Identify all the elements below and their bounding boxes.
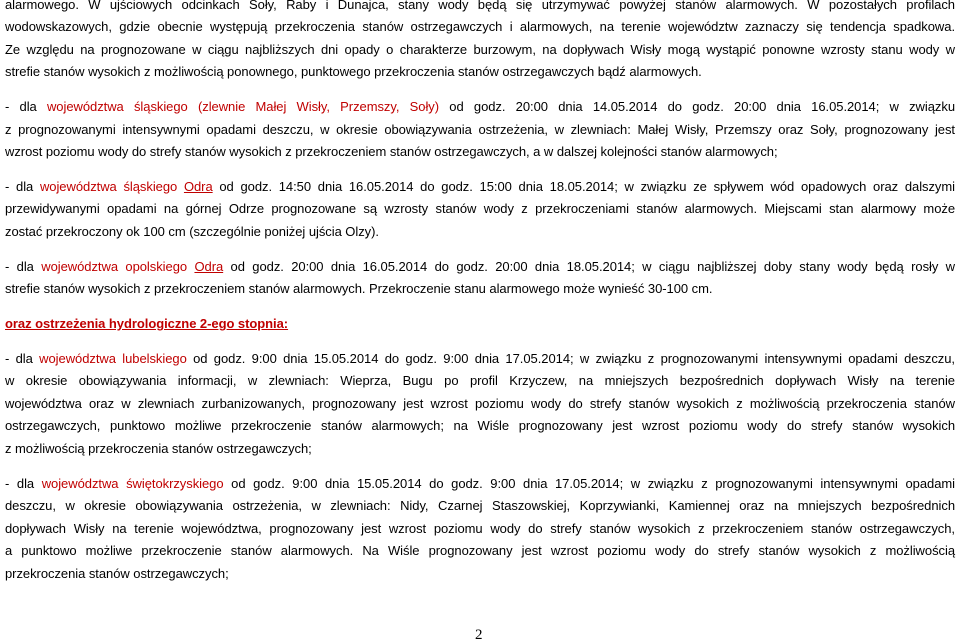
text-line: województwa oraz w zlewniach zurbanizowanych, prognozowany jest wzrost poziomu wody do strefy stanów wysokich z możliwością przekroczenia stanów [5, 396, 955, 411]
river-name: Odra [194, 259, 224, 274]
space [177, 179, 184, 194]
text-line: alarmowego. W ujściowych odcinkach Soły, Raby i Dunajca, stany wody będą się utrzymywać powyżej stanów alarmowych. W pozostałych profilach [5, 0, 955, 12]
text-line: w okresie obowiązywania informacji, w zlewniach: Wieprza, Bugu po profil Krzyczew, na mniejszych bezpośrednich dopływach Wisły na terenie [5, 373, 955, 388]
warning-period: od godz. 20:00 dnia 14.05.2014 do godz. 20:00 dnia 16.05.2014; w związku [439, 99, 955, 114]
warning-period: od godz. 9:00 dnia 15.05.2014 do godz. 9:00 dnia 17.05.2014; w związku z prognozowanymi intensywnymi opadami deszczu, [186, 351, 955, 366]
region-name: województwa lubelskiego [39, 351, 187, 366]
text-line: Ze względu na prognozowane w ciągu najbliższych dni opady o charakterze burzowym, na dopływach Wisły mogą wystąpić ponowne wzrosty stanu wody w [5, 42, 955, 57]
text-line: z prognozowanymi intensywnymi opadami deszczu, w okresie obowiązywania ostrzeżenia, w zlewniach: Małej Wisły, Przemszy oraz Soły, prognozowany jest [5, 122, 955, 137]
text-line: a punktowo możliwe przekroczenie stanów alarmowych. Na Wiśle prognozowany jest wzrost poziomu wody do strefy stanów wysokich z możliwością [5, 543, 955, 558]
text-line: zostać przekroczony ok 100 cm (szczególnie poniżej ujścia Olzy). [5, 224, 379, 239]
region-name: województwa opolskiego [41, 259, 188, 274]
dash-prefix: - dla [5, 179, 40, 194]
text-line: wodowskazowych, gdzie obecnie występują przekroczenia stanów ostrzegawczych i alarmowych, na terenie województw zaznaczy się tendencja spadkowa. [5, 19, 955, 34]
region-name: województwa śląskiego (zlewnie Małej Wisły, Przemszy, Soły) [46, 99, 440, 114]
warning-item-line [5, 476, 955, 492]
river-name: Odra [183, 179, 213, 194]
page-number: 2 [475, 627, 483, 643]
warning-item-line [5, 99, 955, 115]
text-line: ostrzegawczych, punktowo możliwe przekroczenie stanów alarmowych; na Wiśle prognozowany jest wzrost poziomu wody do strefy stanów wysokich [5, 418, 955, 433]
dash-prefix: - dla [5, 351, 40, 366]
warning-period: od godz. 9:00 dnia 15.05.2014 do godz. 9:00 dnia 17.05.2014; w związku z prognozowanymi intensywnymi opadami [223, 476, 955, 491]
text-line: deszczu, w okresie obowiązywania ostrzeżenia, w zlewniach: Nidy, Czarnej Staszowskiej, Koprzywianki, Kamiennej oraz na mniejszych bezpośrednich [5, 498, 955, 513]
text-line: strefie stanów wysokich z przekroczeniem stanów alarmowych. Przekroczenie stanu alarmowego może wynieść 30-100 cm. [5, 281, 713, 296]
warning-period: od godz. 14:50 dnia 16.05.2014 do godz. 15:00 dnia 18.05.2014; w związku ze spływem wód opadowych oraz dalszymi [212, 179, 955, 194]
region-name: województwa świętokrzyskiego [41, 476, 224, 491]
text-line: przewidywanymi opadami na górnej Odrze prognozowane są wzrosty stanów wody z przekroczeniami stanów alarmowych. Miejscami stan alarmowy może [5, 201, 955, 216]
text-line: przekroczenia stanów ostrzegawczych; [5, 566, 229, 581]
text-line: strefie stanów wysokich z możliwością ponownego, punktowego przekroczenia stanów ostrzegawczych bądź alarmowych. [5, 64, 702, 79]
warning-item-line [5, 179, 955, 195]
dash-prefix: - dla [5, 476, 42, 491]
text-line: dopływach Wisły na terenie województwa, prognozowany jest wzrost poziomu wody do strefy stanów wysokich z przekroczeniem stanów ostrzegawczych, [5, 521, 955, 536]
text-line: wzrost poziomu wody do strefy stanów wysokich z przekroczeniem stanów ostrzegawczych, a w dalszej kolejności stanów alarmowych; [5, 144, 778, 159]
dash-prefix: - dla [5, 259, 42, 274]
warning-item-line [5, 259, 955, 275]
region-name: województwa śląskiego [39, 179, 178, 194]
dash-prefix: - dla [5, 99, 47, 114]
text-line: z możliwością przekroczenia stanów ostrzegawczych; [5, 441, 312, 456]
warning-item-line [5, 351, 955, 367]
section-heading: oraz ostrzeżenia hydrologiczne 2-ego stopnia: [5, 316, 289, 331]
warning-period: od godz. 20:00 dnia 16.05.2014 do godz. 20:00 dnia 18.05.2014; w ciągu najbliższej doby stany wody będą rosły w [223, 259, 956, 274]
